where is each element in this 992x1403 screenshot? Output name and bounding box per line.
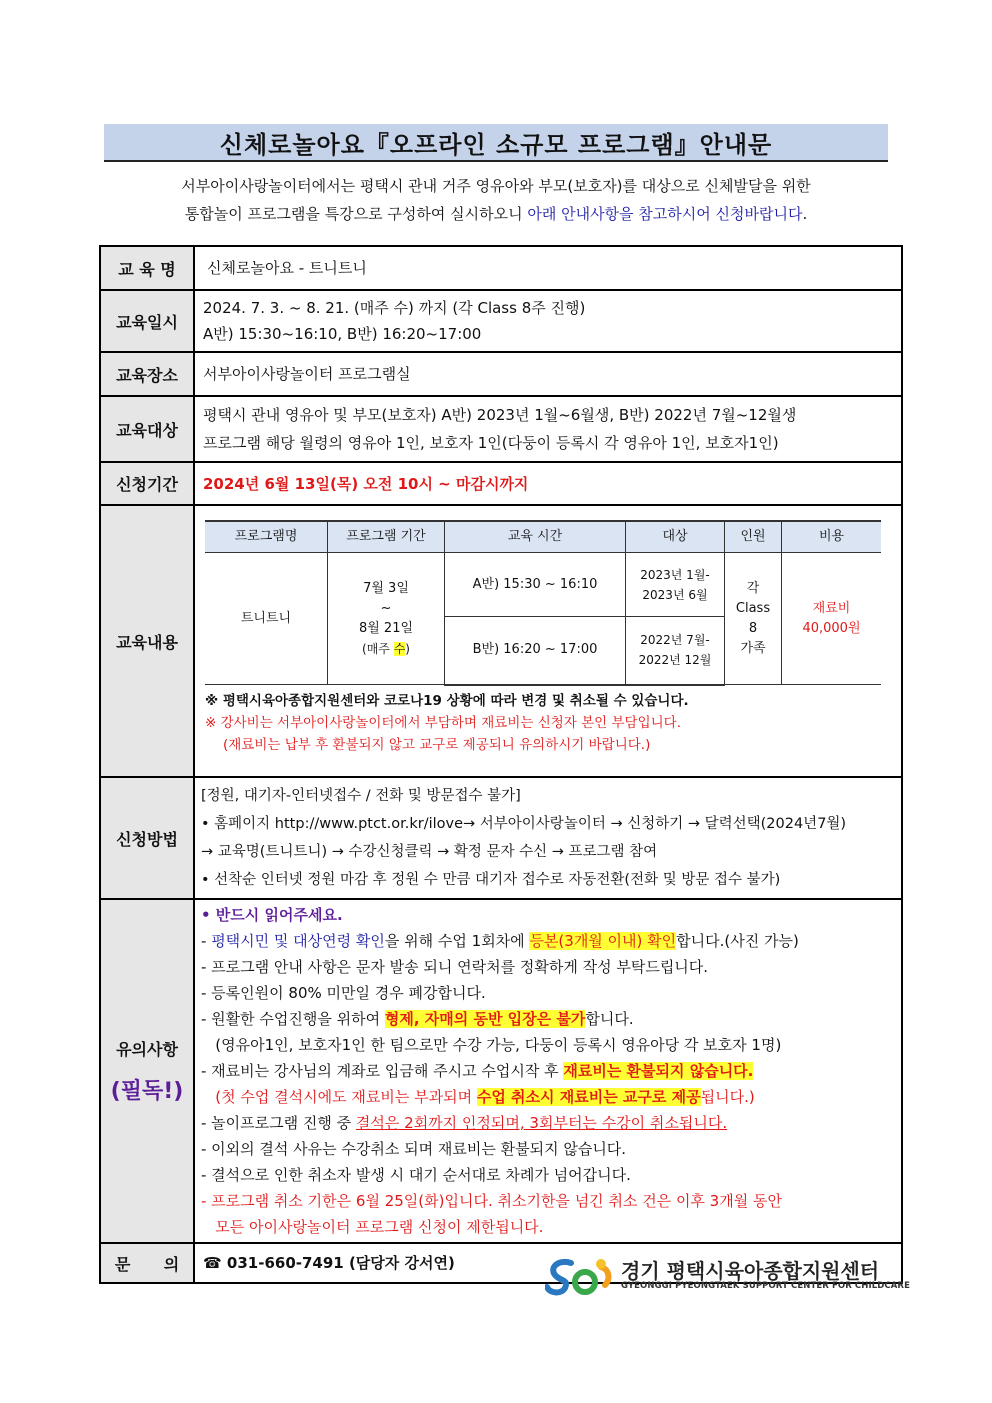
c1e: 합니다.(사진 가능) [676, 932, 799, 950]
org-name-en: GYEONGGI PYEONGTAEK SUPPORT CENTER FOR CHILDCARE [621, 1281, 910, 1291]
caution-line-2: - 프로그램 안내 사항은 문자 발송 되니 연락처를 정확하게 작성 부탁드립니다. [201, 958, 709, 976]
value-period: 2024년 6월 13일(목) 오전 10시 ~ 마감시까지 [194, 462, 902, 505]
row-place [100, 352, 902, 396]
c1b: 평택시민 및 대상연령 확인 [211, 932, 385, 950]
org-logo-icon [545, 1255, 615, 1297]
content-note-2: ※ 강사비는 서부아이사랑놀이터에서 부담하며 재료비는 신청자 본인 부담입니다. [205, 714, 681, 731]
c6a: - 재료비는 강사님의 계좌로 입금해 주시고 수업시작 후 [201, 1062, 564, 1080]
target-line-2: 프로그램 해당 월령의 영유아 1인, 보호자 1인(다둥이 등록시 각 영유아 1인, 보호자1인) [203, 434, 779, 452]
c7c: 됩니다.) [700, 1088, 755, 1106]
people-4: 가족 [740, 640, 766, 656]
th-people: 인원 [725, 521, 782, 553]
c4c: 합니다. [585, 1010, 634, 1028]
row-content [100, 505, 902, 777]
cell-cost [782, 553, 882, 685]
value-name: 신체로놀아요 - 트니트니 [194, 246, 902, 290]
row-target [100, 396, 902, 462]
th-program-period: 프로그램 기간 [328, 521, 445, 553]
caution-line-7 [201, 1084, 895, 1110]
period-note-day: 수 [393, 641, 406, 656]
period-tilde: ~ [380, 600, 392, 616]
caution-line-12: 모든 아이사랑놀이터 프로그램 신청이 제한됩니다. [201, 1218, 544, 1236]
org-name-ko: 경기 평택시육아종합지원센터 [621, 1259, 880, 1283]
c4b: 형제, 자매의 동반 입장은 불가 [384, 1010, 586, 1028]
program-table [205, 520, 881, 686]
c8a: - 놀이프로그램 진행 중 [201, 1114, 356, 1132]
value-method [194, 777, 902, 899]
period-start: 7월 3일 [363, 580, 409, 596]
footer-logo [545, 1255, 910, 1297]
cell-time-a: A반) 15:30 ~ 16:10 [445, 553, 626, 617]
intro-line-1: 서부아이사랑놀이터에서는 평택시 관내 거주 영유아와 부모(보호자)를 대상으로 신체발달을 위한 [181, 177, 811, 195]
c1c: 을 위해 수업 1회차에 [384, 932, 530, 950]
label-contact: 문 의 [100, 1243, 194, 1283]
method-line-1: [정원, 대기자-인터넷접수 / 전화 및 방문접수 불가] [201, 788, 521, 804]
c4a: - 원활한 수업진행을 위하여 [201, 1010, 385, 1028]
c7b: 수업 취소시 재료비는 교구로 제공 [476, 1088, 701, 1106]
value-content [194, 505, 902, 777]
date-line-1: 2024. 7. 3. ~ 8. 21. (매주 수) 까지 (각 Class 8주 진행) [203, 299, 586, 317]
caution-label: 유의사항 [116, 1040, 178, 1059]
date-line-2: A반) 15:30~16:10, B반) 16:20~17:00 [203, 325, 482, 343]
caution-line-6 [201, 1058, 895, 1084]
intro-line-2-text: 통합놀이 프로그램을 특강으로 구성하여 실시하오니 [184, 205, 528, 223]
caution-line-11: - 프로그램 취소 기한은 6월 25일(화)입니다. 취소기한을 넘긴 취소 건은 이후 3개월 동안 [201, 1192, 782, 1210]
row-name [100, 246, 902, 290]
cell-target-b [626, 617, 725, 685]
caution-line-9: - 이외의 결석 사유는 수강취소 되며 재료비는 환불되지 않습니다. [201, 1140, 627, 1158]
intro-text [104, 172, 888, 228]
caution-line-1 [201, 928, 895, 954]
value-contact: ☎ 031-660-7491 (담당자 강서연) [194, 1243, 902, 1283]
period-note [330, 639, 442, 659]
target-a-2: 2023년 6월 [642, 587, 708, 602]
page-title: 신체로놀아요『오프라인 소규모 프로그램』안내문 [104, 124, 888, 162]
period-note-c: ) [405, 641, 410, 656]
period-note-a: (매주 [362, 641, 394, 656]
target-b-2: 2022년 12월 [638, 653, 712, 668]
method-line-2: • 홈페이지 http://www.ptct.or.kr/ilove→ 서부아이사랑놀이터 → 신청하기 → 달력선택(2024년7월) [201, 816, 847, 832]
caution-line-4 [201, 1006, 895, 1032]
period-end: 8월 21일 [358, 620, 414, 636]
label-period: 신청기간 [100, 462, 194, 505]
cell-target-a [626, 553, 725, 617]
content-note-3: (재료비는 납부 후 환불되지 않고 교구로 제공되니 유의하시기 바랍니다.) [223, 736, 651, 753]
th-cost: 비용 [782, 521, 882, 553]
value-place: 서부아이사랑놀이터 프로그램실 [194, 352, 902, 396]
cost-2: 40,000원 [802, 620, 861, 636]
value-target [194, 396, 902, 462]
label-place: 교육장소 [100, 352, 194, 396]
target-line-1: 평택시 관내 영유아 및 부모(보호자) A반) 2023년 1월~6월생, B반) 2022년 7월~12월생 [203, 406, 797, 424]
info-table [99, 245, 903, 1284]
value-date [194, 290, 902, 352]
method-line-4: • 선착순 인터넷 정원 마감 후 정원 수 만큼 대기자 접수로 자동전환(전화 및 방문 접수 불가) [201, 872, 781, 888]
cell-program-name: 트니트니 [205, 553, 328, 685]
cell-people [725, 553, 782, 685]
people-1: 각 [746, 580, 760, 596]
c1d: 등본(3개월 이내) 확인 [529, 932, 677, 950]
label-caution [100, 899, 194, 1243]
intro-line-2 [104, 200, 888, 228]
value-caution [194, 899, 902, 1243]
people-3: 8 [748, 620, 758, 636]
caution-line-3: - 등록인원이 80% 미만일 경우 폐강합니다. [201, 984, 486, 1002]
c6b: 재료비는 환불되지 않습니다. [563, 1062, 754, 1080]
cell-program-period [328, 553, 445, 685]
row-method [100, 777, 902, 899]
method-line-3: → 교육명(트니트니) → 수강신청클릭 → 확정 문자 수신 → 프로그램 참여 [201, 844, 658, 860]
th-time: 교육 시간 [445, 521, 626, 553]
caution-line-10: - 결석으로 인한 취소자 발생 시 대기 순서대로 차례가 넘어갑니다. [201, 1166, 631, 1184]
row-date [100, 290, 902, 352]
caution-label-must-read: (필독!) [110, 1079, 184, 1104]
intro-line-2-end: . [802, 205, 808, 223]
caution-head: • 반드시 읽어주세요. [201, 906, 343, 924]
c1a: - [201, 932, 212, 950]
content-note-1: ※ 평택시육아종합지원센터와 코로나19 상황에 따라 변경 및 취소될 수 있습니다. [205, 692, 689, 709]
th-program-name: 프로그램명 [205, 521, 328, 553]
label-date: 교육일시 [100, 290, 194, 352]
label-method: 신청방법 [100, 777, 194, 899]
content-notes [205, 690, 893, 756]
c7a: (첫 수업 결석시에도 재료비는 부과되며 [201, 1088, 477, 1106]
label-content: 교육내용 [100, 505, 194, 777]
caution-line-5: (영유아1인, 보호자1인 한 팀으로만 수강 가능, 다둥이 등록시 영유아당 각 보호자 1명) [201, 1036, 782, 1054]
row-period [100, 462, 902, 505]
cost-1: 재료비 [812, 600, 851, 616]
th-target: 대상 [626, 521, 725, 553]
row-caution [100, 899, 902, 1243]
caution-line-8 [201, 1110, 895, 1136]
label-name: 교 육 명 [100, 246, 194, 290]
c8b: 결석은 2회까지 인정되며, 3회부터는 수강이 취소됩니다. [355, 1114, 728, 1132]
target-a-1: 2023년 1월- [640, 567, 710, 582]
label-target: 교육대상 [100, 396, 194, 462]
people-2: Class [735, 600, 771, 616]
cell-time-b: B반) 16:20 ~ 17:00 [445, 617, 626, 685]
target-b-1: 2022년 7월- [640, 633, 710, 648]
intro-line-2-highlight: 아래 안내사항을 참고하시어 신청바랍니다 [527, 205, 803, 223]
